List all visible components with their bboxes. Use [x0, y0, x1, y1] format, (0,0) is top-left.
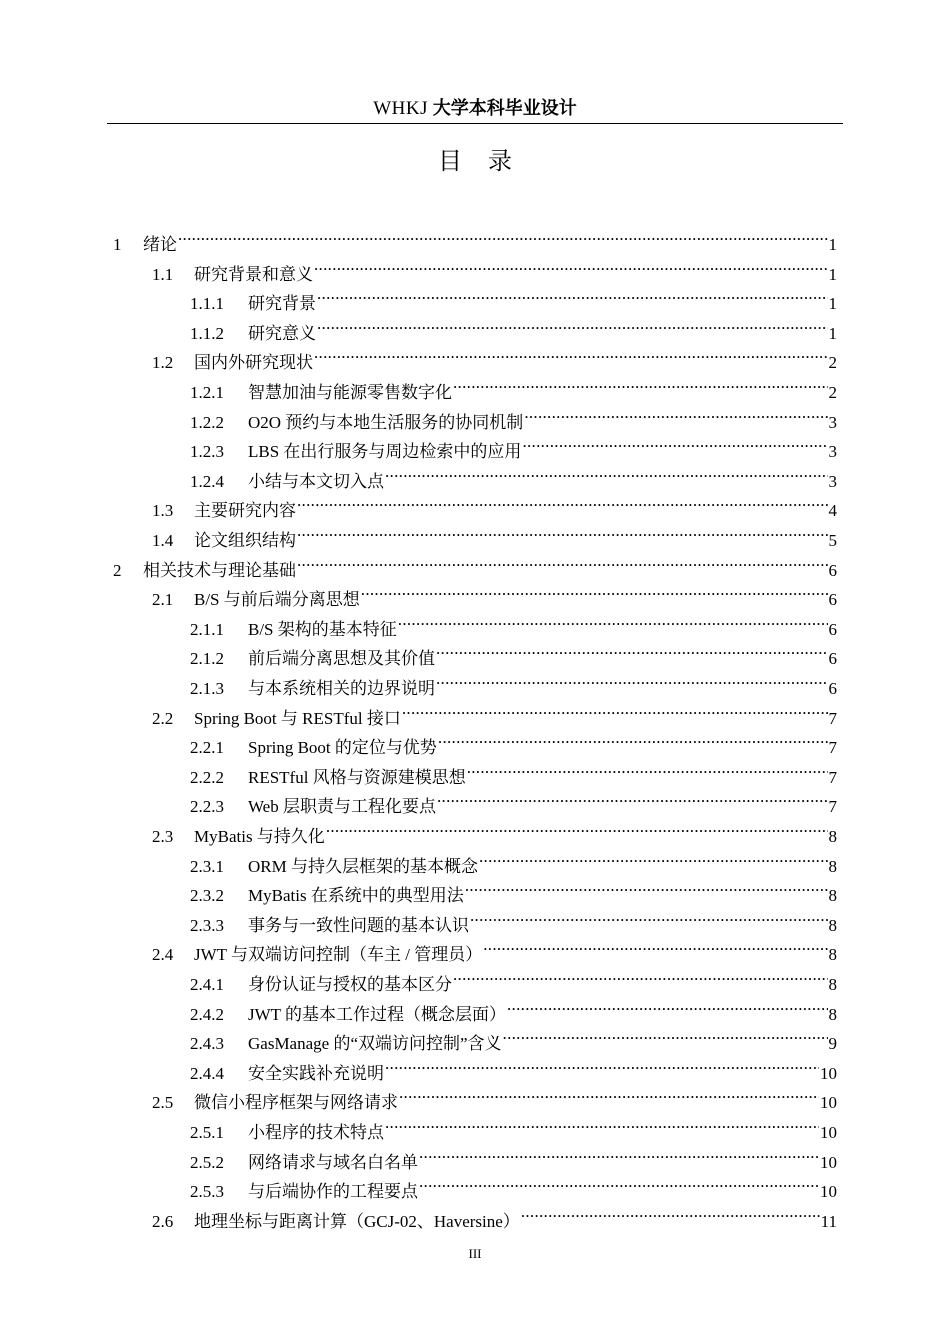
toc-entry-number: 2.1.1	[190, 619, 224, 639]
toc-entry-title: 与本系统相关的边界说明	[248, 679, 435, 698]
toc-entry[interactable]	[152, 1199, 837, 1231]
toc-entry-title: 小程序的技术特点	[248, 1123, 384, 1142]
toc-entry-number: 2.2	[152, 708, 174, 728]
toc-dot-leader	[317, 311, 828, 339]
toc-dot-leader	[361, 577, 828, 605]
page-number: III	[468, 1246, 482, 1261]
page-header	[107, 96, 843, 122]
toc-entry-title: O2O 预约与本地生活服务的协同机制	[248, 412, 524, 432]
toc-entry[interactable]	[190, 755, 837, 787]
header-rule	[107, 123, 843, 124]
toc-entry-number: 2.1	[152, 590, 174, 610]
toc-dot-leader	[503, 1021, 828, 1049]
toc-entry-page: 10	[820, 1093, 837, 1113]
toc-dot-leader	[419, 1140, 819, 1168]
toc-entry-page: 1	[828, 323, 837, 343]
toc-entry[interactable]	[152, 518, 837, 550]
toc-entry[interactable]	[152, 252, 837, 284]
toc-dot-leader	[297, 518, 828, 546]
toc-entry[interactable]	[190, 725, 837, 758]
toc-entry[interactable]	[190, 1110, 837, 1142]
toc-entry-number: 2.5.1	[190, 1123, 224, 1142]
toc-dot-leader	[326, 814, 828, 842]
toc-dot-leader	[297, 488, 828, 516]
toc-entry[interactable]	[190, 992, 837, 1024]
toc-entry[interactable]	[152, 932, 837, 965]
toc-entry-title: 安全实践补充说明	[248, 1063, 384, 1083]
toc-entry[interactable]	[152, 577, 837, 610]
toc-entry[interactable]	[190, 666, 837, 698]
toc-entry-number: 2.4.1	[190, 975, 224, 994]
toc-entry-title: 小结与本文切入点	[248, 471, 384, 491]
toc-dot-leader	[385, 1051, 819, 1079]
toc-entry[interactable]	[152, 696, 837, 728]
toc-entry-title: 智慧加油与能源零售数字化	[248, 383, 452, 402]
toc-dot-leader	[467, 755, 828, 783]
toc-entry-page: 10	[820, 1063, 837, 1083]
toc-entry-page: 3	[828, 471, 837, 491]
toc-dot-leader	[524, 400, 827, 428]
toc-entry-title: Spring Boot 的定位与优势	[248, 738, 437, 758]
toc-entry[interactable]	[190, 784, 837, 817]
toc-entry-number: 2.2.2	[190, 767, 224, 787]
toc-entry-number: 2.3	[152, 827, 174, 846]
toc-entry-page: 8	[828, 1004, 837, 1024]
toc-entry-page: 10	[820, 1182, 837, 1202]
toc-entry-title: 前后端分离思想及其价值	[248, 649, 435, 669]
toc-entry-number: 1.3	[152, 501, 174, 521]
toc-entry-number: 2.3.2	[190, 886, 224, 906]
toc-entry-title: 事务与一致性问题的基本认识	[248, 915, 469, 935]
header-cjk-text: 大学本科毕业设计	[432, 98, 577, 119]
toc-entry-page: 10	[820, 1123, 837, 1142]
toc-dot-leader	[314, 252, 828, 280]
toc-entry-page: 6	[828, 649, 837, 669]
toc-entry-title: 微信小程序框架与网络请求	[194, 1093, 398, 1113]
toc-entry-title: 地理坐标与距离计算（GCJ-02、Haversine）	[194, 1211, 520, 1231]
toc-dot-leader	[419, 1169, 819, 1197]
toc-entry[interactable]	[190, 400, 837, 432]
toc-dot-leader	[317, 281, 828, 309]
toc-entry-title: JWT 与双端访问控制（车主 / 管理员）	[194, 945, 483, 965]
toc-entry[interactable]	[190, 1169, 837, 1202]
toc-entry-number: 1.2.3	[190, 442, 224, 462]
toc-entry-page: 1	[828, 294, 837, 314]
toc-dot-leader	[521, 1199, 820, 1227]
toc-entry-page: 8	[828, 856, 837, 876]
toc-entry-number: 1.2	[152, 353, 174, 373]
toc-dot-leader	[453, 370, 828, 398]
toc-entry[interactable]	[190, 281, 837, 314]
toc-entry-page: 8	[828, 945, 837, 965]
toc-entry-page: 6	[828, 679, 837, 698]
toc-entry-page: 7	[828, 797, 837, 817]
toc-entry-number: 2.3.3	[190, 915, 224, 935]
toc-entry-number: 2.1.2	[190, 649, 224, 669]
toc-entry-number: 1.1.2	[190, 323, 224, 343]
toc-entry-page: 2	[828, 353, 837, 373]
toc-entry-page: 7	[828, 708, 837, 728]
toc-entry-title: 研究背景	[248, 294, 316, 314]
toc-entry-number: 1.1.1	[190, 294, 224, 314]
toc-entry-page: 3	[828, 412, 837, 432]
toc-entry[interactable]	[190, 844, 837, 876]
toc-dot-leader	[314, 340, 828, 368]
toc-entry-page: 8	[828, 975, 837, 994]
toc-entry-number: 1.1	[152, 264, 174, 284]
toc-entry-number: 1	[113, 235, 122, 254]
toc-entry-page: 7	[828, 767, 837, 787]
toc-entry-number: 2.3.1	[190, 856, 224, 876]
header-latin-text: WHKJ	[373, 98, 429, 119]
toc-entry-title: GasManage 的“双端访问控制”含义	[248, 1034, 502, 1054]
toc-dot-leader	[470, 903, 828, 931]
toc-entry[interactable]	[190, 311, 837, 343]
toc-entry-title: 绪论	[143, 235, 177, 254]
toc-entry-number: 2.4	[152, 945, 174, 965]
toc-dot-leader	[436, 636, 828, 664]
toc-entry-title: 网络请求与域名白名单	[248, 1152, 418, 1172]
toc-entry[interactable]	[152, 340, 837, 373]
toc-dot-leader	[483, 932, 827, 960]
toc-entry-number: 1.4	[152, 531, 174, 550]
toc-entry-title: 国内外研究现状	[194, 353, 313, 373]
toc-entry[interactable]	[190, 607, 837, 639]
toc-dot-leader	[399, 1080, 819, 1108]
toc-entry-number: 1.2.2	[190, 412, 224, 432]
toc-entry-page: 8	[828, 827, 837, 846]
toc-entry-title: RESTful 风格与资源建模思想	[248, 767, 466, 787]
toc-title	[0, 143, 950, 179]
toc-entry-title: MyBatis 在系统中的典型用法	[248, 886, 464, 906]
toc-entry-page: 4	[828, 501, 837, 521]
toc-entry-title: 研究意义	[248, 323, 316, 343]
toc-entry-number: 2.1.3	[190, 679, 224, 698]
toc-entry[interactable]	[190, 636, 837, 669]
toc-dot-leader	[479, 844, 828, 872]
toc-entry-page: 9	[828, 1034, 837, 1054]
toc-entry[interactable]	[190, 1140, 837, 1172]
toc-dot-leader	[507, 992, 828, 1020]
toc-entry-title: 研究背景和意义	[194, 264, 313, 284]
toc-entry-number: 2	[113, 560, 122, 580]
toc-entry-title: 相关技术与理论基础	[143, 560, 296, 580]
toc-entry-page: 8	[828, 886, 837, 906]
toc-dot-leader	[436, 666, 828, 694]
toc-entry-number: 2.5.3	[190, 1182, 224, 1202]
toc-entry-page: 6	[828, 619, 837, 639]
toc-entry-title: Web 层职责与工程化要点	[248, 797, 436, 817]
toc-entry-number: 1.2.1	[190, 383, 224, 402]
toc-entry-number: 2.5	[152, 1093, 174, 1113]
toc-dot-leader	[385, 459, 828, 487]
toc-entry-number: 2.4.2	[190, 1004, 224, 1024]
toc-dot-leader	[453, 962, 828, 990]
toc-entry-page: 6	[828, 590, 837, 610]
toc-entry[interactable]	[113, 222, 837, 254]
toc-entry-page: 2	[828, 383, 837, 402]
toc-entry-title: 与后端协作的工程要点	[248, 1182, 418, 1202]
toc-entry[interactable]	[190, 903, 837, 935]
toc-entry-page: 7	[828, 738, 837, 758]
toc-entry-title: B/S 架构的基本特征	[248, 619, 397, 639]
toc-entry-number: 2.2.3	[190, 797, 224, 817]
toc-entry-title: MyBatis 与持久化	[194, 827, 325, 846]
toc-dot-leader	[465, 873, 828, 901]
toc-entry-page: 1	[828, 235, 837, 254]
toc-entry-number: 2.4.4	[190, 1063, 224, 1083]
toc-entry[interactable]	[190, 429, 837, 462]
toc-entry-title: B/S 与前后端分离思想	[194, 590, 360, 610]
toc-entry[interactable]	[190, 1021, 837, 1054]
toc-entry-page: 10	[820, 1152, 837, 1172]
toc-entry-page: 8	[828, 915, 837, 935]
toc-dot-leader	[297, 548, 828, 576]
toc-entry[interactable]	[113, 548, 837, 580]
toc-entry[interactable]	[190, 459, 837, 491]
toc-dot-leader	[398, 607, 828, 635]
toc-entry-page: 5	[828, 531, 837, 550]
toc-entry[interactable]	[152, 814, 837, 846]
toc-entry-number: 2.5.2	[190, 1152, 224, 1172]
toc-entry-page: 3	[828, 442, 837, 462]
toc-entry-title: 身份认证与授权的基本区分	[248, 975, 452, 994]
toc-entry-page: 1	[828, 264, 837, 284]
toc-entry[interactable]	[152, 1080, 837, 1113]
toc-entry-title: 主要研究内容	[194, 501, 296, 521]
toc-entry[interactable]	[190, 1051, 837, 1083]
toc-entry-title: ORM 与持久层框架的基本概念	[248, 856, 478, 876]
toc-dot-leader	[385, 1110, 819, 1138]
toc-entry-number: 2.2.1	[190, 738, 224, 758]
toc-entry[interactable]	[190, 962, 837, 994]
toc-dot-leader	[437, 784, 828, 812]
toc-entry-title: JWT 的基本工作过程（概念层面）	[248, 1004, 506, 1024]
toc-entry-page: 6	[828, 560, 837, 580]
toc-entry-title: Spring Boot 与 RESTful 接口	[194, 708, 401, 728]
toc-dot-leader	[402, 696, 828, 724]
toc-entry-number: 1.2.4	[190, 471, 224, 491]
toc-dot-leader	[178, 222, 828, 250]
toc-entry-title: LBS 在出行服务与周边检索中的应用	[248, 442, 522, 462]
toc-entry[interactable]	[152, 488, 837, 521]
toc-entry[interactable]	[190, 370, 837, 402]
toc-dot-leader	[438, 725, 828, 753]
toc-entry-title: 论文组织结构	[194, 531, 296, 550]
toc-entry-page: 11	[820, 1211, 837, 1231]
toc-entry-number: 2.4.3	[190, 1034, 224, 1054]
toc-title-char-2: 录	[488, 147, 512, 175]
toc-title-char-1: 目	[438, 147, 462, 175]
toc-entry[interactable]	[190, 873, 837, 906]
toc-dot-leader	[522, 429, 827, 457]
toc-entry-number: 2.6	[152, 1211, 174, 1231]
